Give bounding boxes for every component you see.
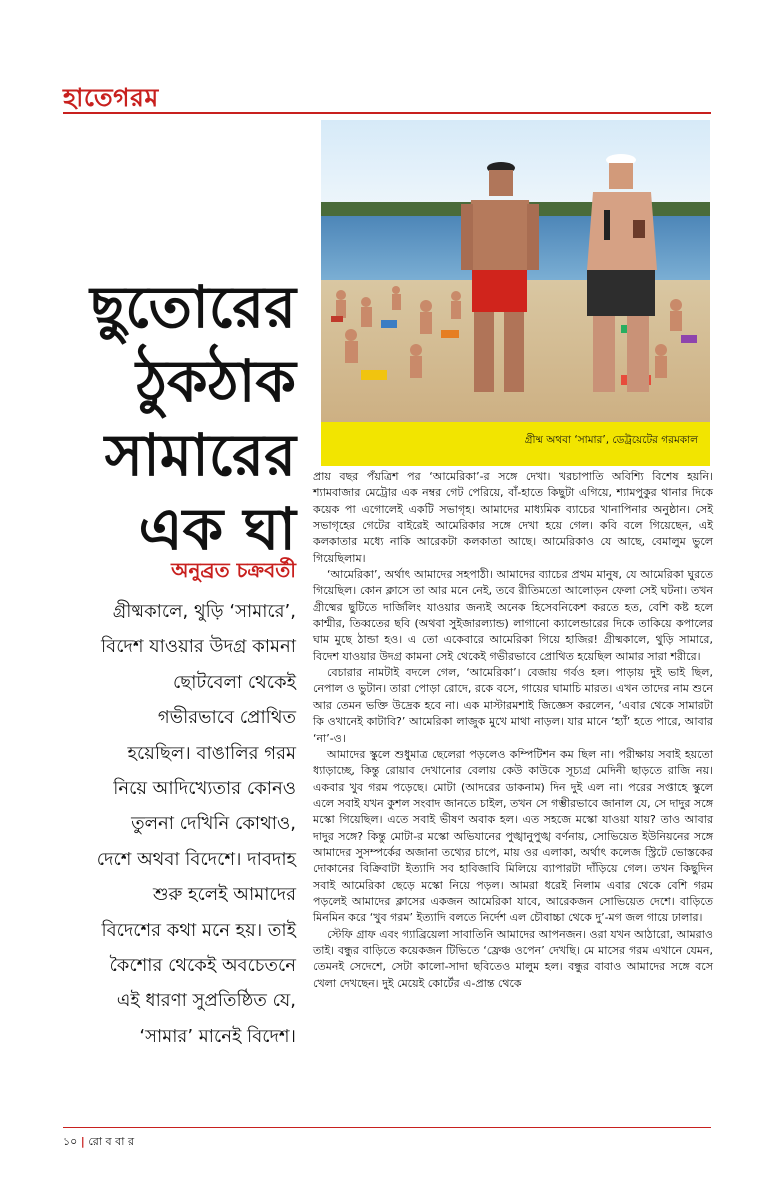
body-paragraph: প্রায় বছর পঁয়ত্রিশ পর ‘আমেরিকা’-র সঙ্গে দেখা। খরচাপাতি অবিশ্যি বিশেষ হয়নি। শ্যামবাজার মেট্রোর এক নম্বর গেট পেরিয়ে, বাঁ-হাতে কিছুটা এগিয়ে, শ্যামপুকুর থানার দিকে কয়েক পা এগোলেই একটি সভাগৃহ। আমাদের মাধ্যমিক ব্যাচের খানাপিনার অনুষ্ঠান। সেই সভাগৃহের গেটের বাইরেই আমেরিকার সঙ্গে দেখা হয়ে গেল। কবি বলে গিয়েছেন, এই কলকাতার মধ্যে নাকি আরেকটা কলকাতা আছে। আমেরিকাও যে আছে, বেমালুম ভুলে গিয়েছিলাম। xyxy=(313,470,713,565)
body-paragraph: বেচারার নামটাই বদলে গেল, ‘আমেরিকা’। বেজায় গর্বও হল। পাড়ায় দুই ভাই ছিল, নেপাল ও ভুটান। তারা পোড়া রোদে, রকে বসে, গায়ের ঘামাচি মারত। এখন তাদের নাম শুনে আর তেমন ভক্তি উদ্রেক হবে না। এক মাস্টারমশাই জিজ্ঞেস করলেন, ‘এবার থেকে সামারটা কি ওখানেই কাটাবি?’ আমেরিকা লাজুক মুখে মাথা নাড়ল। যার মানে ‘হ্যাঁ’ হতে পারে, আবার ‘না’-ও। xyxy=(313,666,713,745)
body-paragraph: স্টেফি গ্রাফ এবং গ্যাব্রিয়েলা সাবাতিনি আমাদের আপনজন। ওরা যখন আঠারো, আমরাও তাই। বন্ধুর বাড়িতে কয়েকজন টিভিতে ‘ফ্রেঞ্চ ওপেন’ দেখছি। মে মাসের গরম এখানে যেমন, তেমনই সেদেশে, সেটা কালো-সাদা ছবিতেও মালুম হল। বন্ধুর বাবাও আমাদের সঙ্গে বসে খেলা দেখছেন। দুই মেয়েই কোর্টের এ-প্রান্ত থেকে xyxy=(313,927,713,990)
standfirst: গ্রীষ্মকালে, থুড়ি ‘সামারে’, বিদেশ যাওয়ার উদগ্র কামনা ছোটবেলা থেকেই গভীরভাবে প্রোথিত হয়েছিল। বাঙালির গরম নিয়ে আদিখ্যেতার কোনও তুলনা দেখিনি কোথাও, দেশে অথবা বিদেশে। দাবদাহ শুরু হলেই আমাদের বিদেশের কথা মনে হয়। তাই কৈশোর থেকেই অবচেতনে এই ধারণা সুপ্রতিষ্ঠিত যে, ‘সামার’ মানেই বিদেশ। xyxy=(96,601,296,1047)
author-byline: অনুব্রত চক্রবর্তী xyxy=(171,558,296,582)
photo-caption: গ্রীষ্ম অথবা ‘সামার’, ডেট্রয়েটের গরমকাল xyxy=(524,434,698,446)
section-label: হাতেগরম xyxy=(63,83,159,112)
headline-line: ছুতোরের xyxy=(90,273,296,341)
bottom-rule xyxy=(63,1127,711,1128)
folio-separator: | xyxy=(80,1135,85,1148)
article-body xyxy=(313,469,713,992)
headline-line: ঠুকঠাক xyxy=(136,347,296,415)
body-paragraph: আমাদের স্কুলে শুধুমাত্র ছেলেরা পড়লেও কম্পিটিশন কম ছিল না। পরীক্ষায় সবাই হয়তো ধ্যাড়াচ্ছে, কিন্তু রোয়াব দেখানোর বেলায় কেউ কাউকে সূচ্যগ্র মেদিনী ছাড়তে রাজি নয়। একবার খুব গরম পড়েছে। মোটা (আদরের ডাকনাম) দিন দুই এল না। পরের সপ্তাহে স্কুলে এলে সবাই যখন কুশল সংবাদ জানতে চাইল, তখন সে গম্ভীরভাবে জানাল যে, সে দাদুর সঙ্গে মস্কো গিয়েছিল। এতে সবাই ভীষণ অবাক হল। এত সহজে মস্কো যাওয়া যায়? তাও আবার দাদুর সঙ্গে? কিন্তু মোটা-র মস্কো অভিযানের পুঙ্খানুপুঙ্খ বর্ণনায়, সোভিয়েত ইউনিয়নের সঙ্গে আমাদের সুসম্পর্কের অজানা তথ্যের চাপে, মায় ওর এলাকা, অর্থাৎ কলেজ স্ট্রিটে ভোস্তকের দোকানের বিক্রিবাটা ইত্যাদি সব হাবিজাবি মিলিয়ে ব্যাপারটা দাঁড়িয়ে গেল। তখন কিছুদিন সবাই আমেরিকা ছেড়ে মস্কো নিয়ে পড়ল। আমরা ধরেই নিলাম এবার থেকে বেশি গরম পড়লেই আমাদের ক্লাসের একজন আমেরিকা যাবে, আরেকজন সোভিয়েত দেশে। বাড়িতে মিনমিন করে ‘খুব গরম’ ইত্যাদি বলতে নির্দেশ এল চৌবাচ্চা থেকে দু’-মগ জল গায়ে ঢালার। xyxy=(313,747,713,925)
headline xyxy=(60,270,296,566)
top-rule xyxy=(63,112,711,114)
headline-line: সামারের xyxy=(104,421,296,489)
page-folio xyxy=(63,1133,134,1152)
body-paragraph: ‘আমেরিকা’, অর্থাৎ আমাদের সহপাঠী। আমাদের ব্যাচের প্রথম মানুষ, যে আমেরিকা ঘুরতে গিয়েছিল। কোন ক্লাসে তা আর মনে নেই, তবে রীতিমতো আলোড়ন ফেলা সেই ঘটনা। তখন গ্রীষ্মের ছুটিতে দার্জিলিং যাওয়ার জন্যই অনেক হিসেবনিকেশ করতে হত, বেশি কষ্ট হলে কাশ্মীর, তিব্বতের ছবি (অথবা সুইজারল্যান্ড) লাগানো ক্যালেন্ডারের দিকে তাকিয়ে কপালের ঘাম মুছে ঠান্ডা হও। এ তো একেবারে আমেরিকা গিয়ে হাজির! গ্রীষ্মকালে, থুড়ি সামারে, বিদেশ যাওয়ার উদগ্র কামনা সেই থেকেই গভীরভাবে প্রোথিত হয়েছিল আমার সারা শরীরে। xyxy=(313,568,713,663)
headline-line: এক ঘা xyxy=(138,495,296,563)
beach-photo xyxy=(321,120,710,422)
magazine-name: রো ব বা র xyxy=(88,1135,135,1148)
photo-box xyxy=(321,120,710,466)
page-number: ১০ xyxy=(63,1135,78,1148)
